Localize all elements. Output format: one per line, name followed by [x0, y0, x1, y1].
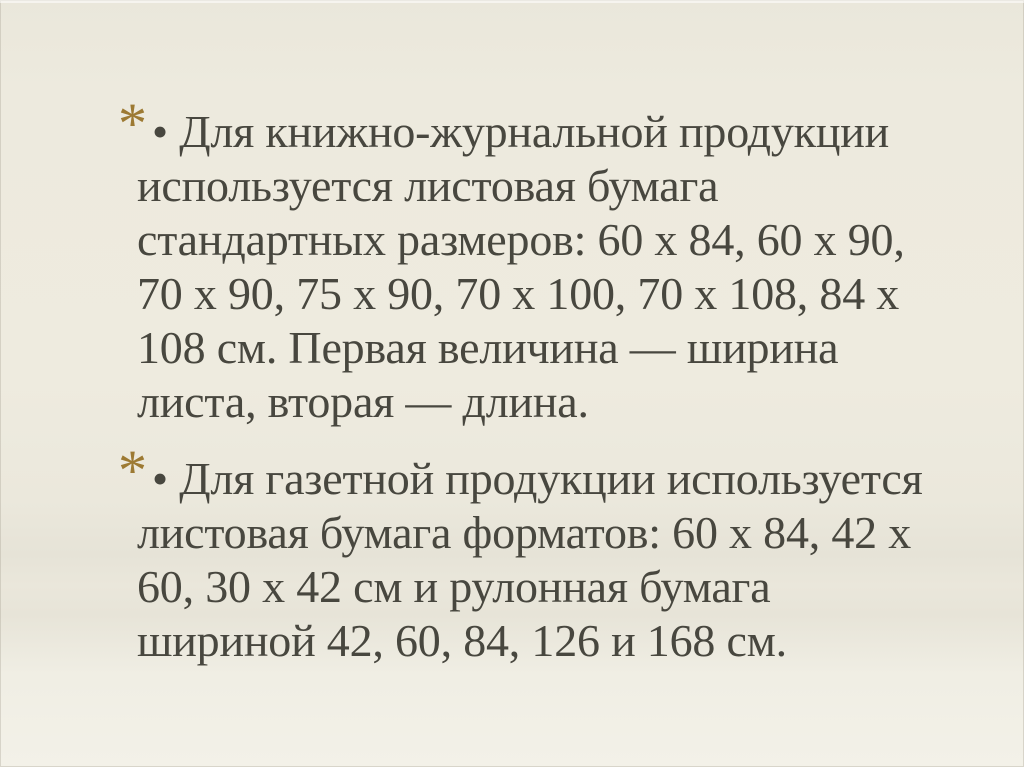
asterisk-bullet-icon: * — [118, 438, 147, 503]
text-line: • Для газетной продукции используется — [152, 453, 923, 504]
text-line: • Для книжно-журнальной продукции — [152, 106, 890, 157]
text-line: листовая бумага форматов: 60 х 84, 42 х — [137, 507, 912, 558]
text-line: листа, вторая — длина. — [137, 376, 589, 427]
bullet-text-block — [137, 105, 947, 429]
text-line: шириной 42, 60, 84, 126 и 168 см. — [137, 615, 787, 666]
asterisk-bullet-icon: * — [118, 91, 147, 156]
bullet-item-newspaper-paper — [118, 438, 947, 668]
text-line: 108 см. Первая величина — ширина — [137, 322, 839, 373]
text-line: 70 х 90, 75 х 90, 70 х 100, 70 х 108, 84 х — [137, 268, 900, 319]
bullet-text-block — [137, 452, 947, 668]
text-line: 60, 30 х 42 см и рулонная бумага — [137, 561, 771, 612]
text-line: используется листовая бумага — [137, 160, 719, 211]
text-line: стандартных размеров: 60 х 84, 60 х 90, — [137, 214, 905, 265]
bullet-item-book-magazine-paper — [118, 91, 947, 429]
